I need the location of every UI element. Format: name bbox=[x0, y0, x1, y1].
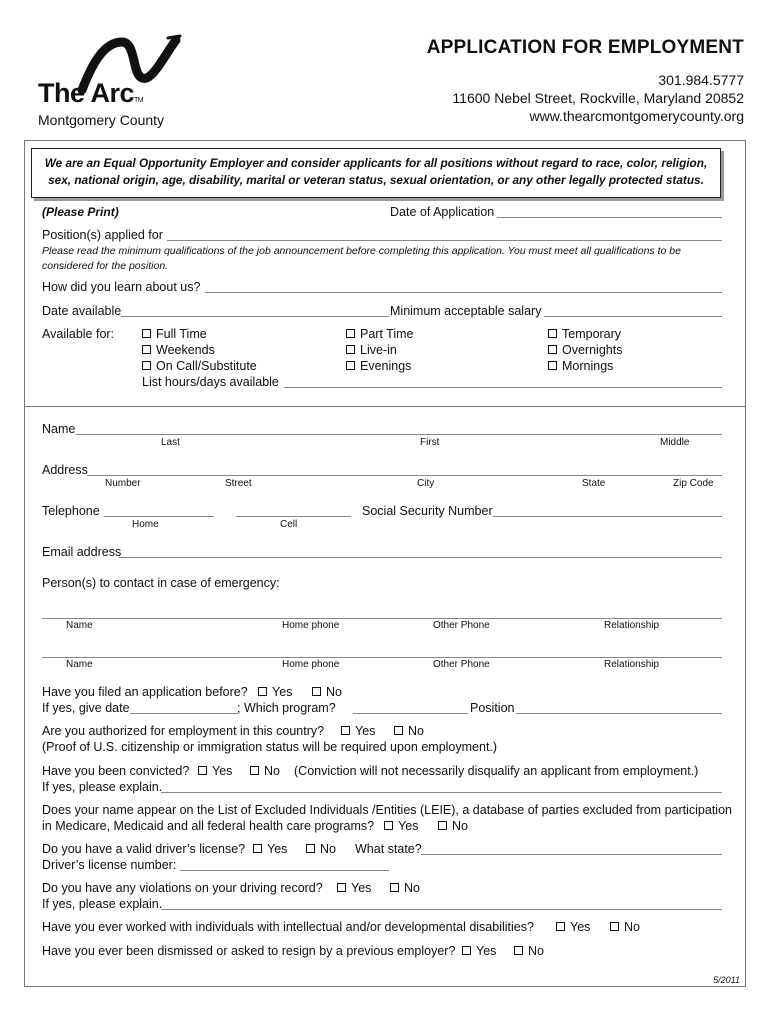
ec1-other-phone-sublabel: Other Phone bbox=[433, 620, 490, 631]
how-learn-label: How did you learn about us? bbox=[42, 280, 201, 294]
emergency-contact-2-field[interactable] bbox=[42, 657, 722, 658]
how-learn-field[interactable] bbox=[205, 292, 722, 293]
emergency-contact-1-field[interactable] bbox=[42, 618, 722, 619]
filed-yes-option[interactable]: Yes bbox=[258, 685, 292, 699]
mornings-checkbox[interactable] bbox=[548, 361, 557, 370]
mornings-option[interactable]: Mornings bbox=[548, 359, 613, 373]
full-time-checkbox[interactable] bbox=[142, 329, 151, 338]
eoe-line-1: We are an Equal Opportunity Employer and consider applicants for all positions without regard to race, color, religion, bbox=[44, 156, 708, 170]
convicted-no-option[interactable]: No bbox=[250, 764, 280, 778]
worked-yes-checkbox[interactable] bbox=[556, 922, 565, 931]
overnights-option[interactable]: Overnights bbox=[548, 343, 622, 357]
position-label: Position bbox=[470, 701, 515, 715]
license-number-label: Driver’s license number: bbox=[42, 858, 177, 872]
address-label: Address bbox=[42, 463, 88, 477]
weekends-option[interactable]: Weekends bbox=[142, 343, 215, 357]
filed-yes-checkbox[interactable] bbox=[258, 687, 267, 696]
telephone-label: Telephone bbox=[42, 504, 100, 518]
violations-yes-checkbox[interactable] bbox=[337, 883, 346, 892]
email-label: Email address bbox=[42, 545, 122, 559]
list-hours-label: List hours/days available bbox=[142, 375, 279, 389]
filed-no-checkbox[interactable] bbox=[312, 687, 321, 696]
logo-county: Montgomery County bbox=[38, 112, 165, 128]
on-call-checkbox[interactable] bbox=[142, 361, 151, 370]
cell-sublabel: Cell bbox=[280, 519, 298, 530]
violations-yes-option[interactable]: Yes bbox=[337, 881, 371, 895]
date-of-application-label: Date of Application bbox=[390, 205, 495, 219]
license-state-field[interactable] bbox=[421, 854, 722, 855]
evenings-option[interactable]: Evenings bbox=[346, 359, 411, 373]
state-sublabel: State bbox=[582, 478, 606, 489]
city-sublabel: City bbox=[417, 478, 435, 489]
home-phone-field[interactable] bbox=[104, 516, 214, 517]
number-sublabel: Number bbox=[105, 478, 141, 489]
violations-question: Do you have any violations on your driving record? bbox=[42, 881, 323, 895]
convicted-yes-checkbox[interactable] bbox=[198, 766, 207, 775]
eoe-line-2: sex, national origin, age, disability, marital or veteran status, sexual orientation, or any other legally protected status. bbox=[48, 173, 704, 187]
overnights-checkbox[interactable] bbox=[548, 345, 557, 354]
license-no-checkbox[interactable] bbox=[306, 844, 315, 853]
header-website: www.thearcmontgomerycounty.org bbox=[529, 108, 744, 124]
live-in-option[interactable]: Live-in bbox=[346, 343, 397, 357]
which-program-field[interactable] bbox=[353, 713, 468, 714]
conviction-note: (Conviction will not necessarily disqualify an applicant from employment.) bbox=[294, 764, 699, 778]
first-sublabel: First bbox=[420, 437, 440, 448]
ec1-home-phone-sublabel: Home phone bbox=[282, 620, 340, 631]
last-sublabel: Last bbox=[161, 437, 180, 448]
ec2-home-phone-sublabel: Home phone bbox=[282, 659, 340, 670]
logo-name: The ArcTM bbox=[38, 78, 144, 108]
dismissed-yes-option[interactable]: Yes bbox=[462, 944, 496, 958]
on-call-option[interactable]: On Call/Substitute bbox=[142, 359, 257, 373]
home-sublabel: Home bbox=[132, 519, 159, 530]
filed-before-question: Have you filed an application before? bbox=[42, 685, 248, 699]
min-salary-field[interactable] bbox=[544, 316, 722, 317]
leie-no-checkbox[interactable] bbox=[438, 821, 447, 830]
convicted-no-checkbox[interactable] bbox=[250, 766, 259, 775]
cell-phone-field[interactable] bbox=[236, 516, 351, 517]
filed-no-option[interactable]: No bbox=[312, 685, 342, 699]
authorized-yes-option[interactable]: Yes bbox=[341, 724, 375, 738]
available-for-label: Available for: bbox=[42, 327, 115, 341]
license-question: Do you have a valid driver’s license? bbox=[42, 842, 246, 856]
min-salary-label: Minimum acceptable salary bbox=[390, 304, 542, 318]
positions-applied-label: Position(s) applied for bbox=[42, 228, 163, 242]
license-yes-option[interactable]: Yes bbox=[253, 842, 287, 856]
eoe-statement bbox=[31, 148, 721, 198]
zip-sublabel: Zip Code bbox=[673, 478, 714, 489]
form-version: 5/2011 bbox=[713, 975, 740, 985]
proof-note: (Proof of U.S. citizenship or immigration status will be required upon employment.) bbox=[42, 740, 498, 754]
page-title: APPLICATION FOR EMPLOYMENT bbox=[426, 37, 744, 58]
please-print: (Please Print) bbox=[42, 205, 119, 219]
date-available-label: Date available bbox=[42, 304, 122, 318]
authorized-no-checkbox[interactable] bbox=[394, 726, 403, 735]
convicted-question: Have you been convicted? bbox=[42, 764, 190, 778]
worked-idd-question: Have you ever worked with individuals with intellectual and/or developmental disabilities? bbox=[42, 920, 534, 934]
ssn-field[interactable] bbox=[493, 516, 722, 517]
temporary-checkbox[interactable] bbox=[548, 329, 557, 338]
worked-no-option[interactable]: No bbox=[610, 920, 640, 934]
convicted-explain-label: If yes, please explain. bbox=[42, 780, 163, 794]
violations-no-option[interactable]: No bbox=[390, 881, 420, 895]
violations-explain-field[interactable] bbox=[161, 909, 722, 910]
email-field[interactable] bbox=[119, 557, 722, 558]
name-label: Name bbox=[42, 422, 76, 436]
header-phone: 301.984.5777 bbox=[658, 72, 744, 88]
leie-question-line-2: in Medicare, Medicaid and all federal health care programs? bbox=[42, 819, 375, 833]
middle-sublabel: Middle bbox=[660, 437, 690, 448]
violations-no-checkbox[interactable] bbox=[390, 883, 399, 892]
part-time-option[interactable]: Part Time bbox=[346, 327, 414, 341]
street-sublabel: Street bbox=[225, 478, 252, 489]
convicted-yes-option[interactable]: Yes bbox=[198, 764, 232, 778]
convicted-explain-field[interactable] bbox=[161, 792, 722, 793]
ec2-other-phone-sublabel: Other Phone bbox=[433, 659, 490, 670]
ec1-relationship-sublabel: Relationship bbox=[604, 620, 660, 631]
worked-no-checkbox[interactable] bbox=[610, 922, 619, 931]
weekends-checkbox[interactable] bbox=[142, 345, 151, 354]
which-program-label: ; Which program? bbox=[237, 701, 336, 715]
dismissed-no-option[interactable]: No bbox=[514, 944, 544, 958]
ec2-relationship-sublabel: Relationship bbox=[604, 659, 660, 670]
dismissed-no-checkbox[interactable] bbox=[514, 946, 523, 955]
license-yes-checkbox[interactable] bbox=[253, 844, 262, 853]
name-field[interactable] bbox=[76, 434, 722, 435]
dismissed-question: Have you ever been dismissed or asked to resign by a previous employer? bbox=[42, 944, 456, 958]
live-in-checkbox[interactable] bbox=[346, 345, 355, 354]
what-state-label: What state? bbox=[355, 842, 422, 856]
leie-no-option[interactable]: No bbox=[438, 819, 468, 833]
leie-yes-checkbox[interactable] bbox=[384, 821, 393, 830]
section-divider bbox=[24, 406, 746, 407]
address-field[interactable] bbox=[87, 475, 722, 476]
authorized-question: Are you authorized for employment in this country? bbox=[42, 724, 325, 738]
license-number-field[interactable] bbox=[180, 870, 389, 871]
ssn-label: Social Security Number bbox=[362, 504, 493, 518]
authorized-yes-checkbox[interactable] bbox=[341, 726, 350, 735]
filed-date-field[interactable] bbox=[130, 713, 238, 714]
leie-question-line-1: Does your name appear on the List of Excluded Individuals /Entities (LEIE), a database of parties excluded from participation bbox=[42, 803, 732, 817]
date-of-application-field[interactable] bbox=[497, 217, 722, 218]
full-time-option[interactable]: Full Time bbox=[142, 327, 207, 341]
worked-yes-option[interactable]: Yes bbox=[556, 920, 590, 934]
violations-explain-label: If yes, please explain. bbox=[42, 897, 163, 911]
ec2-name-sublabel: Name bbox=[66, 659, 93, 670]
part-time-checkbox[interactable] bbox=[346, 329, 355, 338]
if-yes-date-label: If yes, give date bbox=[42, 701, 130, 715]
list-hours-field[interactable] bbox=[284, 387, 722, 388]
ec1-name-sublabel: Name bbox=[66, 620, 93, 631]
leie-yes-option[interactable]: Yes bbox=[384, 819, 418, 833]
date-available-field[interactable] bbox=[121, 316, 389, 317]
temporary-option[interactable]: Temporary bbox=[548, 327, 621, 341]
header-address: 11600 Nebel Street, Rockville, Maryland 20852 bbox=[452, 90, 744, 106]
positions-applied-field[interactable] bbox=[167, 240, 722, 241]
position-field[interactable] bbox=[516, 713, 722, 714]
dismissed-yes-checkbox[interactable] bbox=[462, 946, 471, 955]
license-no-option[interactable]: No bbox=[306, 842, 336, 856]
authorized-no-option[interactable]: No bbox=[394, 724, 424, 738]
emergency-label: Person(s) to contact in case of emergency: bbox=[42, 576, 280, 590]
qualifications-note: Please read the minimum qualifications of the job announcement before completing this application. You must meet all qualifications to be considered for the position. bbox=[42, 245, 681, 272]
evenings-checkbox[interactable] bbox=[346, 361, 355, 370]
